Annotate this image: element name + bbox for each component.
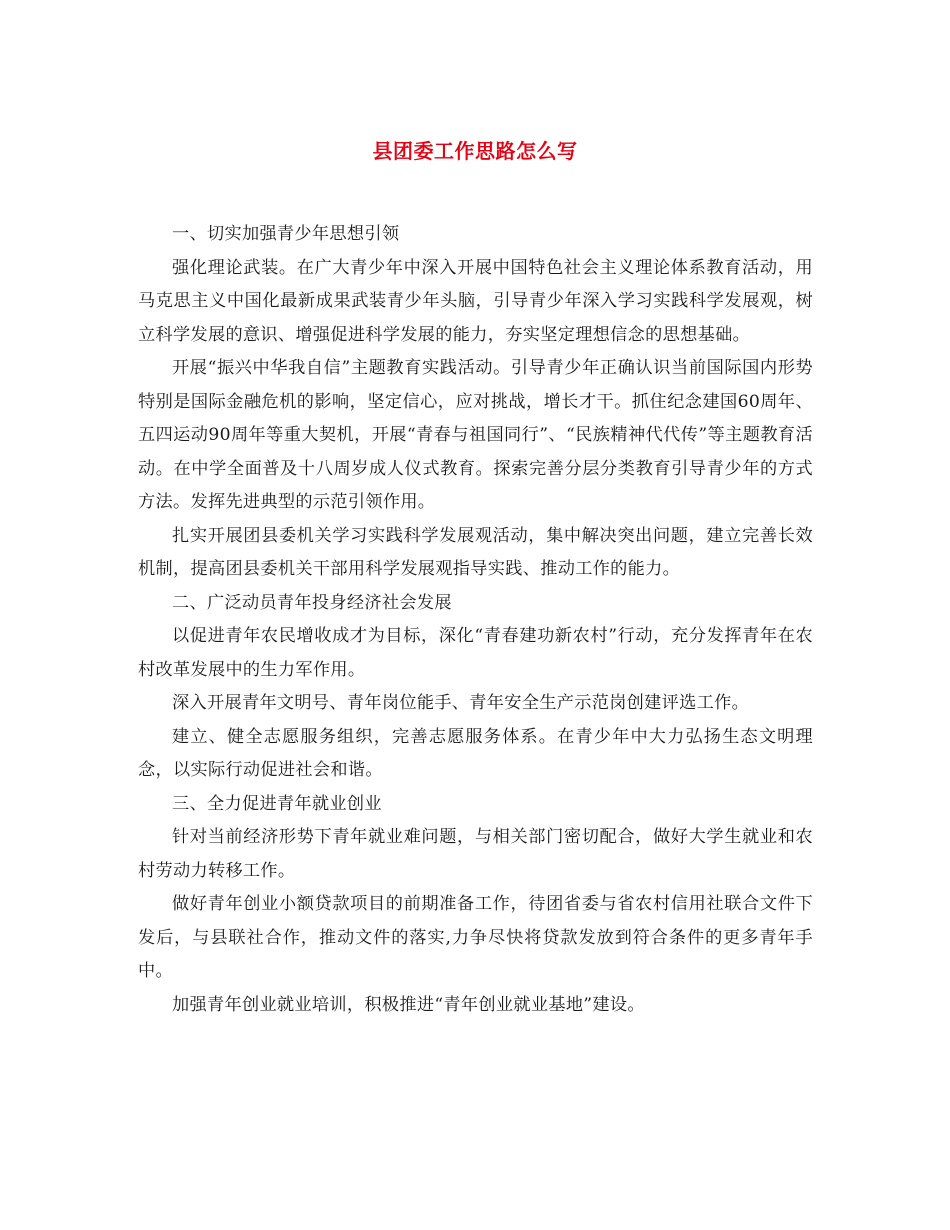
paragraph: 建立、健全志愿服务组织，完善志愿服务体系。在青少年中大力弘扬生态文明理念，以实际行动促进社会和谐。 xyxy=(138,726,813,780)
section-heading-1: 一、切实加强青少年思想引领 xyxy=(172,224,400,244)
document-body xyxy=(138,218,813,1022)
paragraph: 针对当前经济形势下青年就业难问题，与相关部门密切配合，做好大学生就业和农村劳动力转移工作。 xyxy=(138,827,813,881)
paragraph: 深入开展青年文明号、青年岗位能手、青年安全生产示范岗创建评选工作。 xyxy=(172,693,750,713)
section-heading-2: 二、广泛动员青年投身经济社会发展 xyxy=(172,592,452,613)
document-title: 县团委工作思路怎么写 xyxy=(372,139,578,163)
paragraph: 以促进青年农民增收成才为目标，深化“青春建功新农村”行动，充分发挥青年在农村改革发展中的生力军作用。 xyxy=(138,626,813,680)
paragraph: 强化理论武装。在广大青少年中深入开展中国特色社会主义理论体系教育活动，用马克思主义中国化最新成果武装青少年头脑，引导青少年深入学习实践科学发展观，树立科学发展的意识、增强促进科学发展的能力，夯实坚定理想信念的思想基础。 xyxy=(138,257,813,345)
paragraph: 做好青年创业小额贷款项目的前期准备工作，待团省委与省农村信用社联合文件下发后，与县联社合作，推动文件的落实,力争尽快将贷款发放到符合条件的更多青年手中。 xyxy=(138,894,813,981)
paragraph: 加强青年创业就业培训，积极推进“青年创业就业基地”建设。 xyxy=(172,994,645,1015)
paragraph: 开展“振兴中华我自信”主题教育实践活动。引导青少年正确认识当前国际国内形势特别是国际金融危机的影响，坚定信心，应对挑战，增长才干。抓住纪念建国60周年、五四运动90周年等重大契机，开展“青春与祖国同行”、“民族精神代代传”等主题教育活动。在中学全面普及十八周岁成人仪式教育。探索完善分层分类教育引导青少年的方式方法。发挥先进典型的示范引领作用。 xyxy=(138,358,813,512)
section-heading-3: 三、全力促进青年就业创业 xyxy=(172,793,382,814)
paragraph: 扎实开展团县委机关学习实践科学发展观活动，集中解决突出问题，建立完善长效机制，提高团县委机关干部用科学发展观指导实践、推动工作的能力。 xyxy=(138,525,813,579)
